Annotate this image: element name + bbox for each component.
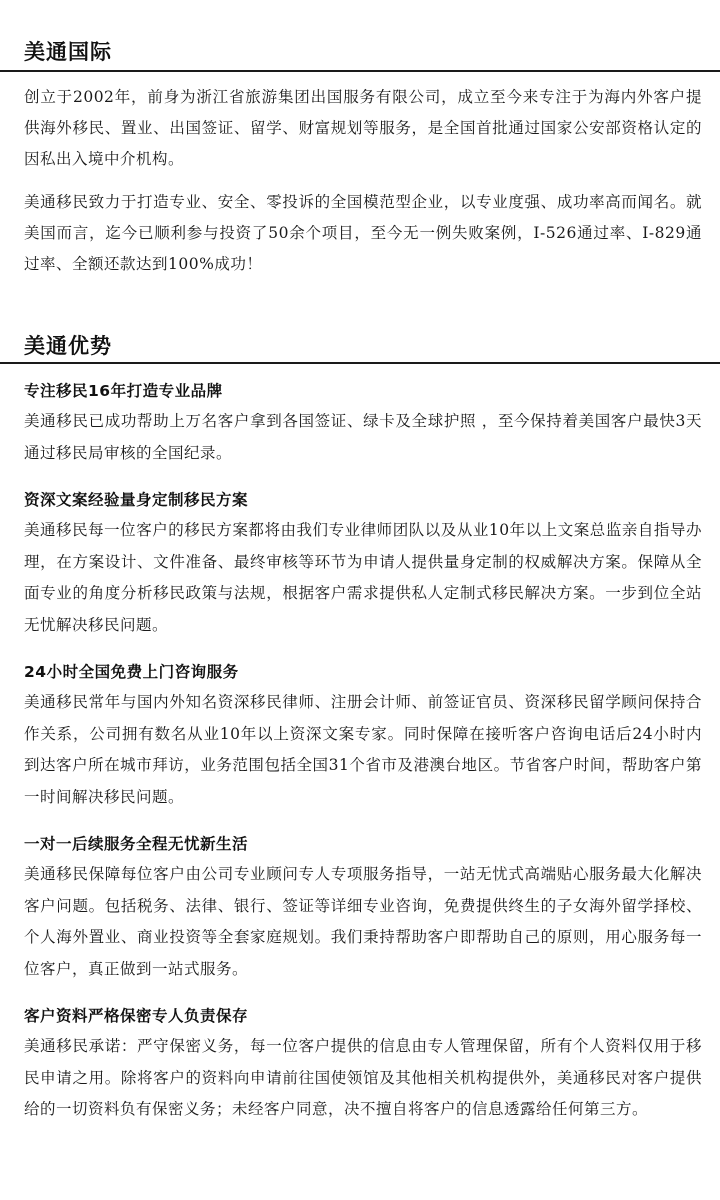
- advantage-item: [24, 657, 702, 813]
- advantage-body: 美通移民每一位客户的移民方案都将由我们专业律师团队以及从业10年以上文案总监亲自指导办理，在方案设计、文件准备、最终审核等环节为申请人提供量身定制的权威解决方案。保障从全面专业的角度分析移民政策与法规，根据客户需求提供私人定制式移民解决方案。一步到位全站无忧解决移民问题。: [24, 521, 702, 634]
- advantage-item: [24, 829, 702, 985]
- about-paragraph: 创立于2002年，前身为浙江省旅游集团出国服务有限公司，成立至今来专注于为海内外客户提供海外移民、置业、出国签证、留学、财富规划等服务，是全国首批通过国家公安部资格认定的因私出入境中介机构。: [24, 88, 702, 168]
- advantage-title: 一对一后续服务全程无忧新生活: [24, 835, 249, 853]
- section-header-advantages: [0, 292, 720, 364]
- advantage-title: 24小时全国免费上门咨询服务: [24, 663, 239, 681]
- advantage-body: 美通移民承诺：严守保密义务，每一位客户提供的信息由专人管理保留，所有个人资料仅用于移民申请之用。除将客户的资料向申请前往国使领馆及其他相关机构提供外，美通移民对客户提供给的一切资料负有保密义务；未经客户同意，决不擅自将客户的信息透露给任何第三方。: [24, 1037, 702, 1118]
- advantage-title: 客户资料严格保密专人负责保存: [24, 1007, 249, 1025]
- about-paragraph: 美通移民致力于打造专业、安全、零投诉的全国模范型企业，以专业度强、成功率高而闻名。就美国而言，迄今已顺利参与投资了50余个项目，至今无一例失败案例，I-526通过率、I-829通过率、全额还款达到100%成功！: [24, 193, 702, 273]
- section-title: 美通国际: [24, 40, 112, 64]
- advantages-list: [0, 364, 720, 1126]
- advantage-item: [24, 376, 702, 469]
- advantage-body: 美通移民已成功帮助上万名客户拿到各国签证、绿卡及全球护照 ，至今保持着美国客户最快3天通过移民局审核的全国纪录。: [24, 412, 702, 462]
- advantage-title: 专注移民16年打造专业品牌: [24, 382, 223, 400]
- advantage-title: 资深文案经验量身定制移民方案: [24, 491, 249, 509]
- advantage-body: 美通移民保障每位客户由公司专业顾问专人专项服务指导，一站无忧式高端贴心服务最大化解决客户问题。包括税务、法律、银行、签证等详细专业咨询，免费提供终生的子女海外留学择校、个人海外置业、商业投资等全套家庭规划。我们秉持帮助客户即帮助自己的原则，用心服务每一位客户，真正做到一站式服务。: [24, 865, 702, 978]
- about-content: [0, 72, 720, 280]
- section-divider: [0, 70, 720, 72]
- section-header-about: [0, 0, 720, 72]
- advantage-item: [24, 1001, 702, 1126]
- section-title: 美通优势: [24, 334, 112, 358]
- advantage-body: 美通移民常年与国内外知名资深移民律师、注册会计师、前签证官员、资深移民留学顾问保持合作关系，公司拥有数名从业10年以上资深文案专家。同时保障在接听客户咨询电话后24小时内到达客户所在城市拜访，业务范围包括全国31个省市及港澳台地区。节省客户时间，帮助客户第一时间解决移民问题。: [24, 693, 702, 806]
- section-divider: [0, 362, 720, 364]
- advantage-item: [24, 485, 702, 641]
